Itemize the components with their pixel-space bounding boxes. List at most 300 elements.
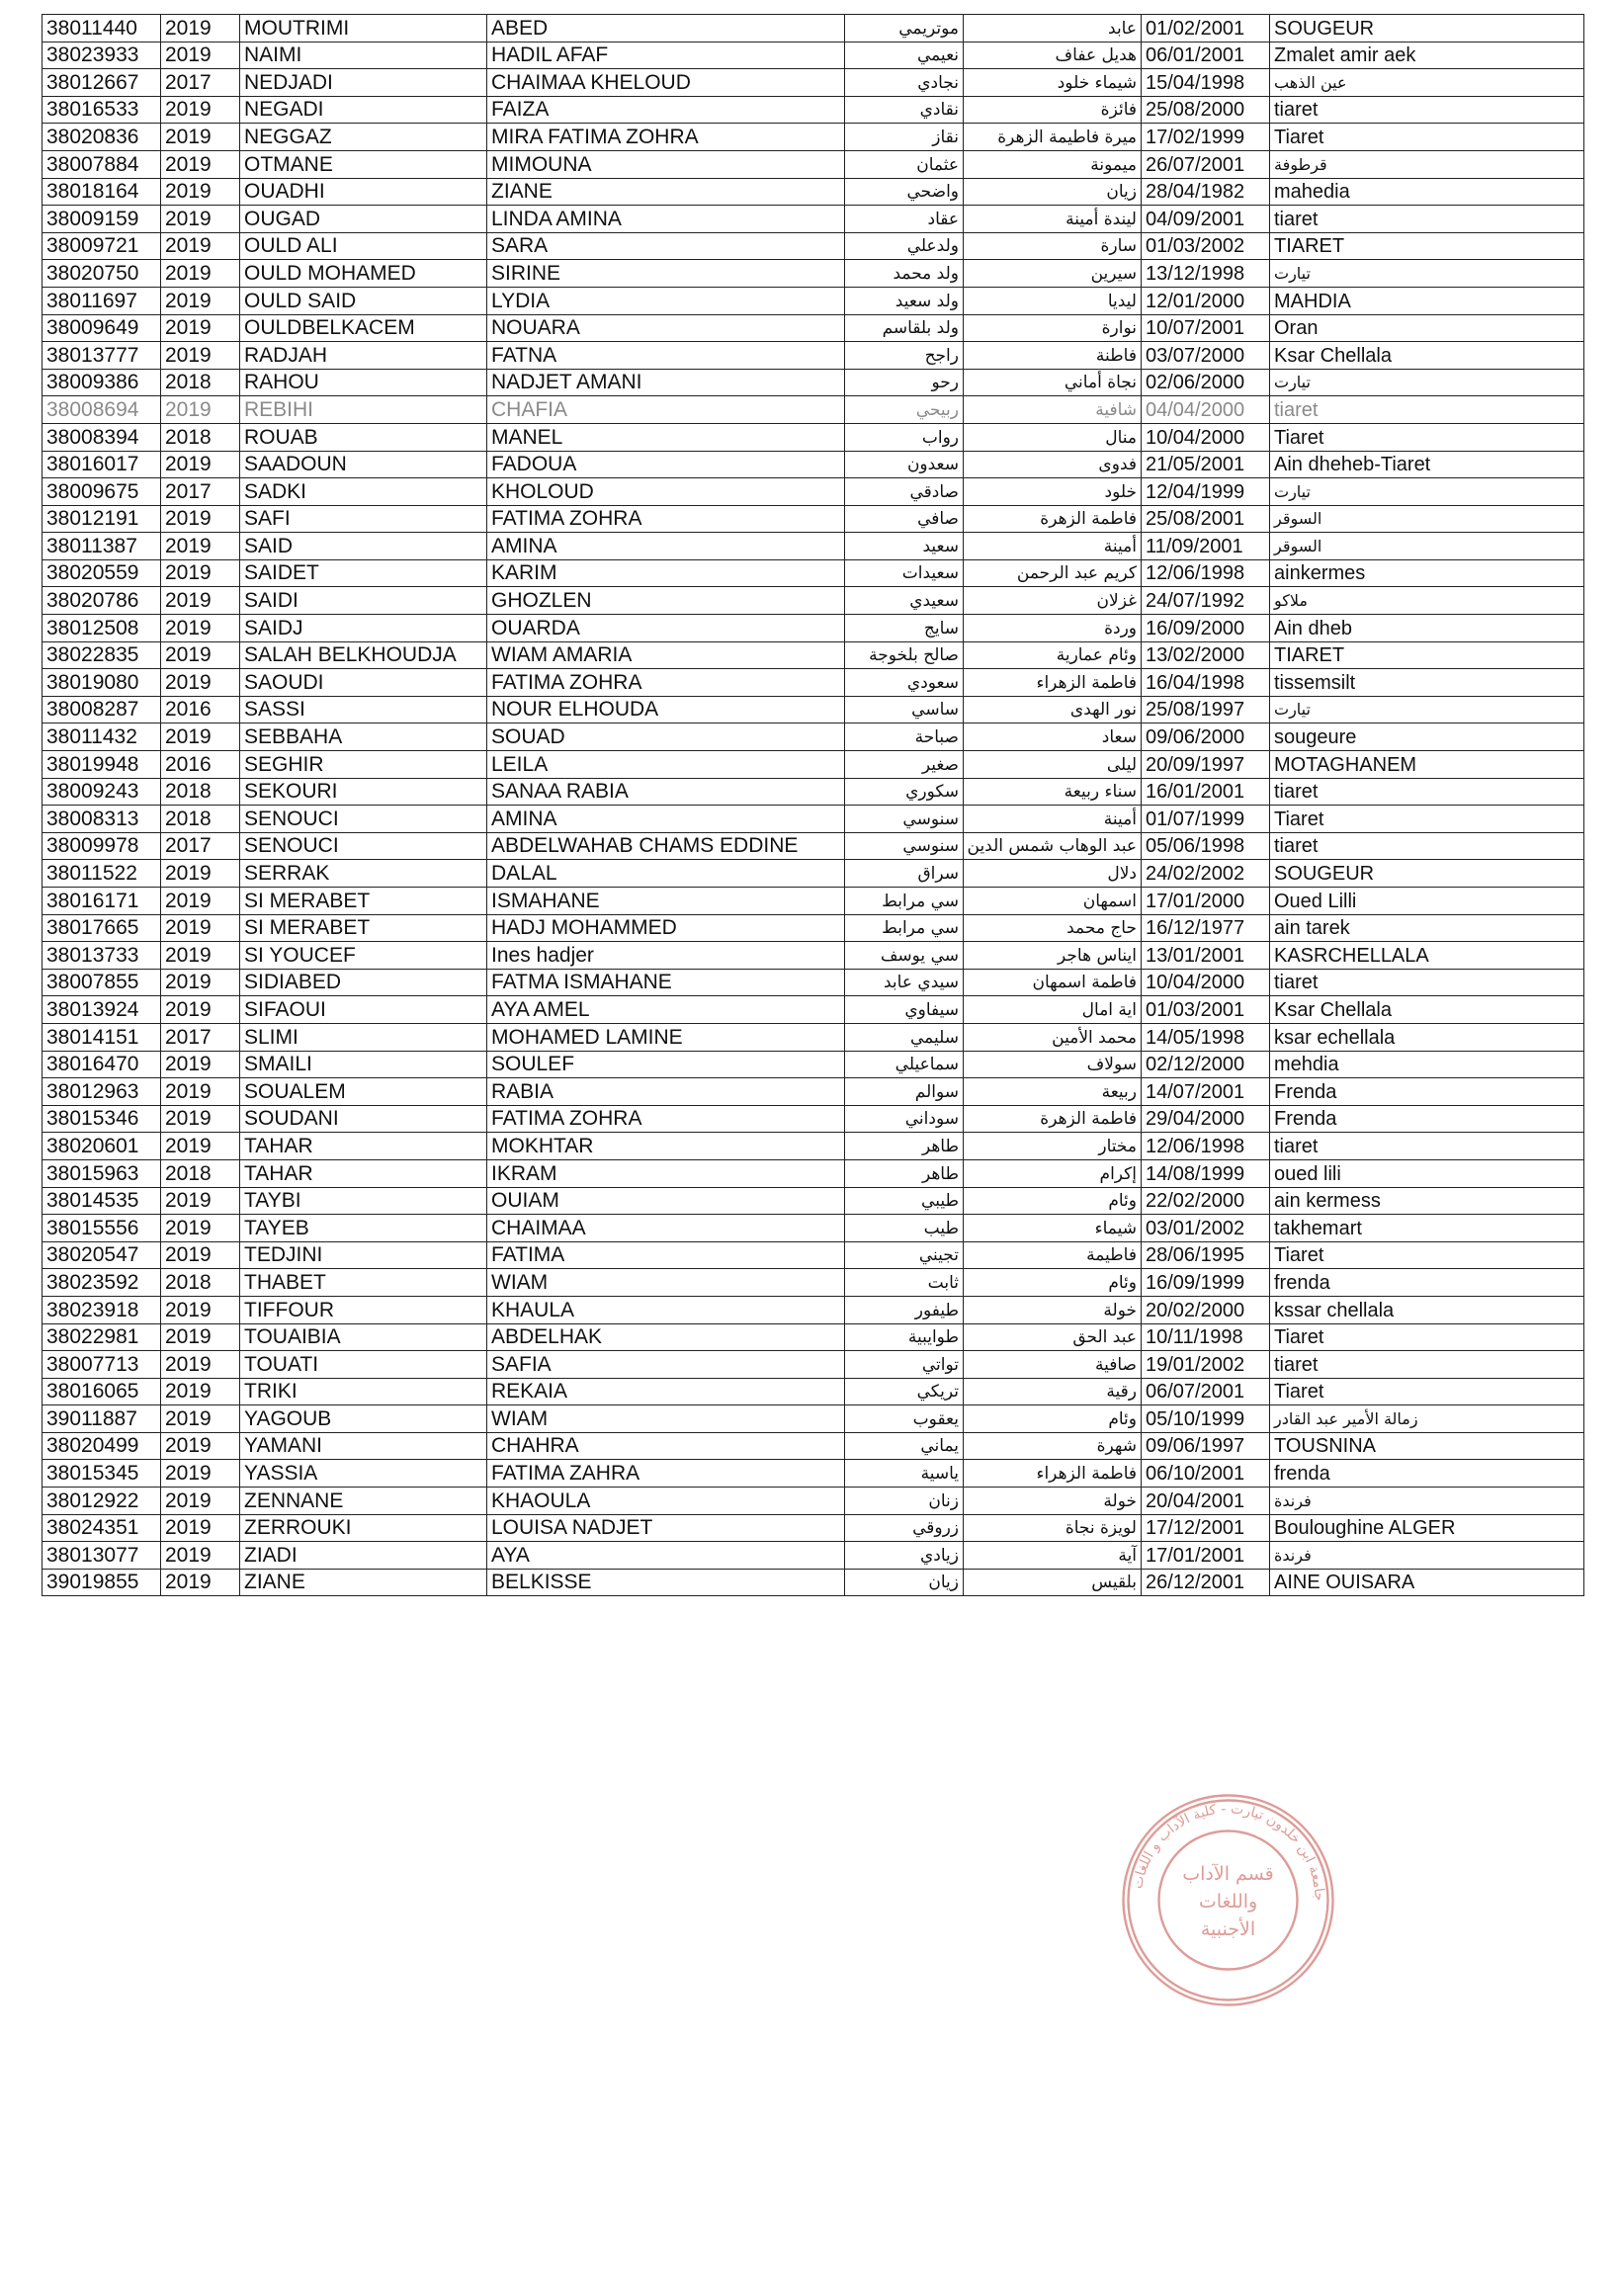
arabic-last-name-cell: يعقوب bbox=[845, 1405, 964, 1433]
year-cell: 2019 bbox=[161, 559, 240, 587]
arabic-last-name-cell: عثمان bbox=[845, 150, 964, 178]
arabic-first-name-cell: سعاد bbox=[964, 723, 1142, 751]
student-id-cell: 38009721 bbox=[43, 232, 161, 260]
first-name-cell: SOUAD bbox=[487, 723, 845, 751]
first-name-cell: FAIZA bbox=[487, 96, 845, 124]
table-row bbox=[43, 1488, 1584, 1515]
birth-place-cell: tissemsilt bbox=[1270, 669, 1584, 697]
last-name-cell: SI MERABET bbox=[240, 914, 487, 942]
year-cell: 2017 bbox=[161, 478, 240, 506]
first-name-cell: MIRA FATIMA ZOHRA bbox=[487, 124, 845, 151]
birth-place-cell: تيارت bbox=[1270, 369, 1584, 396]
first-name-cell: SOULEF bbox=[487, 1051, 845, 1078]
birth-date-cell: 20/04/2001 bbox=[1142, 1488, 1270, 1515]
arabic-last-name-cell: سعيدي bbox=[845, 587, 964, 615]
year-cell: 2018 bbox=[161, 369, 240, 396]
year-cell: 2018 bbox=[161, 778, 240, 806]
year-cell: 2019 bbox=[161, 1488, 240, 1515]
last-name-cell: SEGHIR bbox=[240, 751, 487, 779]
table-row bbox=[43, 150, 1584, 178]
table-row bbox=[43, 1432, 1584, 1460]
birth-date-cell: 06/01/2001 bbox=[1142, 42, 1270, 69]
year-cell: 2019 bbox=[161, 1323, 240, 1351]
student-id-cell: 38009675 bbox=[43, 478, 161, 506]
student-id-cell: 38023933 bbox=[43, 42, 161, 69]
birth-date-cell: 19/01/2002 bbox=[1142, 1351, 1270, 1379]
birth-place-cell: mehdia bbox=[1270, 1051, 1584, 1078]
birth-place-cell: Frenda bbox=[1270, 1105, 1584, 1133]
arabic-first-name-cell: اسمهان bbox=[964, 888, 1142, 915]
arabic-last-name-cell: زيادي bbox=[845, 1542, 964, 1570]
last-name-cell: YASSIA bbox=[240, 1460, 487, 1488]
table-row bbox=[43, 1269, 1584, 1297]
birth-date-cell: 13/02/2000 bbox=[1142, 641, 1270, 669]
arabic-last-name-cell: طاهر bbox=[845, 1133, 964, 1160]
table-row bbox=[43, 942, 1584, 970]
table-row bbox=[43, 1460, 1584, 1488]
birth-date-cell: 24/07/1992 bbox=[1142, 587, 1270, 615]
table-row bbox=[43, 505, 1584, 533]
arabic-last-name-cell: سماعيلي bbox=[845, 1051, 964, 1078]
arabic-first-name-cell: منال bbox=[964, 423, 1142, 451]
arabic-last-name-cell: سراق bbox=[845, 860, 964, 888]
arabic-last-name-cell: سعيد bbox=[845, 533, 964, 560]
birth-place-cell: Tiaret bbox=[1270, 1323, 1584, 1351]
table-row bbox=[43, 1378, 1584, 1405]
student-id-cell: 38018164 bbox=[43, 178, 161, 206]
birth-date-cell: 16/04/1998 bbox=[1142, 669, 1270, 697]
last-name-cell: SENOUCI bbox=[240, 806, 487, 833]
birth-date-cell: 17/01/2001 bbox=[1142, 1542, 1270, 1570]
last-name-cell: SAFI bbox=[240, 505, 487, 533]
arabic-last-name-cell: ولد محمد bbox=[845, 260, 964, 288]
birth-date-cell: 17/01/2000 bbox=[1142, 888, 1270, 915]
arabic-first-name-cell: عبد الحق bbox=[964, 1323, 1142, 1351]
birth-date-cell: 13/01/2001 bbox=[1142, 942, 1270, 970]
arabic-last-name-cell: موتريمي bbox=[845, 15, 964, 43]
first-name-cell: IKRAM bbox=[487, 1159, 845, 1187]
first-name-cell: WIAM bbox=[487, 1405, 845, 1433]
arabic-first-name-cell: خلود bbox=[964, 478, 1142, 506]
table-row bbox=[43, 559, 1584, 587]
table-row bbox=[43, 832, 1584, 860]
student-id-cell: 38017665 bbox=[43, 914, 161, 942]
arabic-last-name-cell: طوايبية bbox=[845, 1323, 964, 1351]
table-row bbox=[43, 1105, 1584, 1133]
first-name-cell: MOHAMED LAMINE bbox=[487, 1023, 845, 1051]
arabic-last-name-cell: سعيدات bbox=[845, 559, 964, 587]
arabic-first-name-cell: محمد الأمين bbox=[964, 1023, 1142, 1051]
birth-date-cell: 21/05/2001 bbox=[1142, 451, 1270, 478]
table-row bbox=[43, 1405, 1584, 1433]
birth-date-cell: 09/06/2000 bbox=[1142, 723, 1270, 751]
arabic-first-name-cell: سارة bbox=[964, 232, 1142, 260]
arabic-last-name-cell: صادقي bbox=[845, 478, 964, 506]
first-name-cell: CHAIMAA KHELOUD bbox=[487, 69, 845, 97]
first-name-cell: AMINA bbox=[487, 533, 845, 560]
first-name-cell: KARIM bbox=[487, 559, 845, 587]
arabic-last-name-cell: نقاز bbox=[845, 124, 964, 151]
arabic-last-name-cell: رحو bbox=[845, 369, 964, 396]
last-name-cell: SIFAOUI bbox=[240, 996, 487, 1024]
arabic-last-name-cell: تواتي bbox=[845, 1351, 964, 1379]
table-row bbox=[43, 69, 1584, 97]
student-id-cell: 38012922 bbox=[43, 1488, 161, 1515]
first-name-cell: BELKISSE bbox=[487, 1569, 845, 1596]
student-id-cell: 38023592 bbox=[43, 1269, 161, 1297]
last-name-cell: TIFFOUR bbox=[240, 1296, 487, 1323]
birth-date-cell: 03/07/2000 bbox=[1142, 342, 1270, 370]
first-name-cell: CHAFIA bbox=[487, 396, 845, 424]
first-name-cell: AMINA bbox=[487, 806, 845, 833]
arabic-last-name-cell: سعدون bbox=[845, 451, 964, 478]
birth-place-cell: Ain dheb bbox=[1270, 615, 1584, 642]
year-cell: 2019 bbox=[161, 914, 240, 942]
arabic-last-name-cell: طيفور bbox=[845, 1296, 964, 1323]
first-name-cell: FATIMA ZOHRA bbox=[487, 505, 845, 533]
year-cell: 2019 bbox=[161, 505, 240, 533]
table-row bbox=[43, 396, 1584, 424]
arabic-first-name-cell: عبد الوهاب شمس الدين bbox=[964, 832, 1142, 860]
arabic-first-name-cell: شيماء bbox=[964, 1215, 1142, 1242]
arabic-last-name-cell: سوالم bbox=[845, 1078, 964, 1106]
student-id-cell: 38015345 bbox=[43, 1460, 161, 1488]
first-name-cell: KHAOULA bbox=[487, 1488, 845, 1515]
birth-date-cell: 24/02/2002 bbox=[1142, 860, 1270, 888]
last-name-cell: TAYEB bbox=[240, 1215, 487, 1242]
student-id-cell: 38020786 bbox=[43, 587, 161, 615]
table-row bbox=[43, 1215, 1584, 1242]
arabic-last-name-cell: صافي bbox=[845, 505, 964, 533]
birth-date-cell: 16/12/1977 bbox=[1142, 914, 1270, 942]
student-id-cell: 38009978 bbox=[43, 832, 161, 860]
arabic-last-name-cell: رواب bbox=[845, 423, 964, 451]
birth-date-cell: 25/08/2000 bbox=[1142, 96, 1270, 124]
arabic-first-name-cell: فاطمة الزهراء bbox=[964, 1460, 1142, 1488]
last-name-cell: OULDBELKACEM bbox=[240, 314, 487, 342]
year-cell: 2017 bbox=[161, 69, 240, 97]
arabic-last-name-cell: عقاد bbox=[845, 206, 964, 233]
year-cell: 2019 bbox=[161, 42, 240, 69]
arabic-last-name-cell: راجح bbox=[845, 342, 964, 370]
last-name-cell: NEDJADI bbox=[240, 69, 487, 97]
arabic-first-name-cell: وئام bbox=[964, 1187, 1142, 1215]
table-row bbox=[43, 533, 1584, 560]
arabic-first-name-cell: شافية bbox=[964, 396, 1142, 424]
year-cell: 2019 bbox=[161, 178, 240, 206]
last-name-cell: ZERROUKI bbox=[240, 1514, 487, 1542]
birth-place-cell: ain tarek bbox=[1270, 914, 1584, 942]
student-id-cell: 38007884 bbox=[43, 150, 161, 178]
stamp-center-line-1: قسم الآداب bbox=[1182, 1863, 1274, 1885]
student-id-cell: 38020836 bbox=[43, 124, 161, 151]
last-name-cell: ZENNANE bbox=[240, 1488, 487, 1515]
year-cell: 2019 bbox=[161, 1105, 240, 1133]
birth-place-cell: tiaret bbox=[1270, 206, 1584, 233]
arabic-first-name-cell: ليلى bbox=[964, 751, 1142, 779]
birth-place-cell: tiaret bbox=[1270, 1351, 1584, 1379]
student-id-cell: 38009159 bbox=[43, 206, 161, 233]
arabic-last-name-cell: زيان bbox=[845, 1569, 964, 1596]
birth-place-cell: زمالة الأمير عبد القادر bbox=[1270, 1405, 1584, 1433]
birth-place-cell: السوقر bbox=[1270, 505, 1584, 533]
year-cell: 2019 bbox=[161, 232, 240, 260]
birth-date-cell: 10/04/2000 bbox=[1142, 969, 1270, 996]
arabic-last-name-cell: طيبي bbox=[845, 1187, 964, 1215]
last-name-cell: NEGADI bbox=[240, 96, 487, 124]
student-id-cell: 38014535 bbox=[43, 1187, 161, 1215]
student-id-cell: 38019948 bbox=[43, 751, 161, 779]
first-name-cell: ISMAHANE bbox=[487, 888, 845, 915]
arabic-first-name-cell: سيرين bbox=[964, 260, 1142, 288]
year-cell: 2019 bbox=[161, 1405, 240, 1433]
table-row bbox=[43, 723, 1584, 751]
birth-place-cell: فرندة bbox=[1270, 1488, 1584, 1515]
first-name-cell: ZIANE bbox=[487, 178, 845, 206]
last-name-cell: SADKI bbox=[240, 478, 487, 506]
table-row bbox=[43, 1323, 1584, 1351]
birth-date-cell: 16/09/1999 bbox=[1142, 1269, 1270, 1297]
student-id-cell: 38016533 bbox=[43, 96, 161, 124]
birth-place-cell: KASRCHELLALA bbox=[1270, 942, 1584, 970]
table-row bbox=[43, 206, 1584, 233]
last-name-cell: SIDIABED bbox=[240, 969, 487, 996]
birth-date-cell: 01/07/1999 bbox=[1142, 806, 1270, 833]
last-name-cell: SAADOUN bbox=[240, 451, 487, 478]
student-id-cell: 38011522 bbox=[43, 860, 161, 888]
arabic-first-name-cell: ليديا bbox=[964, 287, 1142, 314]
table-row bbox=[43, 1542, 1584, 1570]
birth-place-cell: ملاكو bbox=[1270, 587, 1584, 615]
table-row bbox=[43, 888, 1584, 915]
arabic-last-name-cell: نعيمي bbox=[845, 42, 964, 69]
first-name-cell: CHAIMAA bbox=[487, 1215, 845, 1242]
arabic-first-name-cell: فاطنة bbox=[964, 342, 1142, 370]
arabic-first-name-cell: وئام bbox=[964, 1405, 1142, 1433]
birth-date-cell: 10/11/1998 bbox=[1142, 1323, 1270, 1351]
arabic-first-name-cell: صافية bbox=[964, 1351, 1142, 1379]
birth-place-cell: فرندة bbox=[1270, 1542, 1584, 1570]
birth-place-cell: السوقر bbox=[1270, 533, 1584, 560]
last-name-cell: OULD ALI bbox=[240, 232, 487, 260]
last-name-cell: NAIMI bbox=[240, 42, 487, 69]
arabic-first-name-cell: نور الهدى bbox=[964, 696, 1142, 723]
birth-place-cell: Zmalet amir aek bbox=[1270, 42, 1584, 69]
birth-place-cell: tiaret bbox=[1270, 396, 1584, 424]
last-name-cell: THABET bbox=[240, 1269, 487, 1297]
birth-place-cell: SOUGEUR bbox=[1270, 15, 1584, 43]
year-cell: 2019 bbox=[161, 1215, 240, 1242]
student-id-cell: 38013077 bbox=[43, 1542, 161, 1570]
last-name-cell: OUGAD bbox=[240, 206, 487, 233]
arabic-first-name-cell: شيماء خلود bbox=[964, 69, 1142, 97]
first-name-cell: HADIL AFAF bbox=[487, 42, 845, 69]
arabic-last-name-cell: سي مرابط bbox=[845, 888, 964, 915]
first-name-cell: NADJET AMANI bbox=[487, 369, 845, 396]
first-name-cell: CHAHRA bbox=[487, 1432, 845, 1460]
year-cell: 2019 bbox=[161, 287, 240, 314]
arabic-first-name-cell: فاطمة اسمهان bbox=[964, 969, 1142, 996]
birth-place-cell: tiaret bbox=[1270, 96, 1584, 124]
arabic-last-name-cell: ثابت bbox=[845, 1269, 964, 1297]
last-name-cell: SI MERABET bbox=[240, 888, 487, 915]
first-name-cell: FADOUA bbox=[487, 451, 845, 478]
first-name-cell: NOUR ELHOUDA bbox=[487, 696, 845, 723]
year-cell: 2019 bbox=[161, 314, 240, 342]
first-name-cell: SAFIA bbox=[487, 1351, 845, 1379]
year-cell: 2019 bbox=[161, 124, 240, 151]
last-name-cell: SOUDANI bbox=[240, 1105, 487, 1133]
year-cell: 2019 bbox=[161, 641, 240, 669]
first-name-cell: FATIMA ZOHRA bbox=[487, 669, 845, 697]
student-id-cell: 38019080 bbox=[43, 669, 161, 697]
arabic-last-name-cell: سوداني bbox=[845, 1105, 964, 1133]
arabic-first-name-cell: فاطمة الزهرة bbox=[964, 1105, 1142, 1133]
year-cell: 2019 bbox=[161, 860, 240, 888]
last-name-cell: SAIDI bbox=[240, 587, 487, 615]
table-body bbox=[43, 15, 1584, 1596]
student-id-cell: 38009386 bbox=[43, 369, 161, 396]
arabic-first-name-cell: أمينة bbox=[964, 806, 1142, 833]
birth-date-cell: 01/02/2001 bbox=[1142, 15, 1270, 43]
last-name-cell: SALAH BELKHOUDJA bbox=[240, 641, 487, 669]
student-id-cell: 38011432 bbox=[43, 723, 161, 751]
birth-place-cell: TOUSNINA bbox=[1270, 1432, 1584, 1460]
arabic-last-name-cell: طيب bbox=[845, 1215, 964, 1242]
table-row bbox=[43, 1078, 1584, 1106]
birth-place-cell: تيارت bbox=[1270, 478, 1584, 506]
birth-date-cell: 15/04/1998 bbox=[1142, 69, 1270, 97]
birth-place-cell: tiaret bbox=[1270, 832, 1584, 860]
table-row bbox=[43, 806, 1584, 833]
year-cell: 2019 bbox=[161, 723, 240, 751]
birth-place-cell: ainkermes bbox=[1270, 559, 1584, 587]
arabic-first-name-cell: فدوى bbox=[964, 451, 1142, 478]
year-cell: 2019 bbox=[161, 1542, 240, 1570]
first-name-cell: FATNA bbox=[487, 342, 845, 370]
year-cell: 2019 bbox=[161, 587, 240, 615]
student-id-cell: 38009649 bbox=[43, 314, 161, 342]
birth-date-cell: 16/09/2000 bbox=[1142, 615, 1270, 642]
birth-place-cell: frenda bbox=[1270, 1269, 1584, 1297]
arabic-last-name-cell: سليمي bbox=[845, 1023, 964, 1051]
table-row bbox=[43, 751, 1584, 779]
table-row bbox=[43, 1187, 1584, 1215]
table-row bbox=[43, 1133, 1584, 1160]
year-cell: 2019 bbox=[161, 669, 240, 697]
year-cell: 2019 bbox=[161, 1051, 240, 1078]
birth-place-cell: تيارت bbox=[1270, 260, 1584, 288]
student-id-cell: 38009243 bbox=[43, 778, 161, 806]
table-row bbox=[43, 42, 1584, 69]
student-list-table bbox=[42, 14, 1584, 1596]
birth-date-cell: 12/01/2000 bbox=[1142, 287, 1270, 314]
first-name-cell: FATIMA ZAHRA bbox=[487, 1460, 845, 1488]
last-name-cell: REBIHI bbox=[240, 396, 487, 424]
arabic-last-name-cell: ساسي bbox=[845, 696, 964, 723]
year-cell: 2019 bbox=[161, 996, 240, 1024]
table-row bbox=[43, 178, 1584, 206]
last-name-cell: SAID bbox=[240, 533, 487, 560]
arabic-first-name-cell: آية bbox=[964, 1542, 1142, 1570]
arabic-first-name-cell: خولة bbox=[964, 1296, 1142, 1323]
year-cell: 2019 bbox=[161, 206, 240, 233]
year-cell: 2019 bbox=[161, 96, 240, 124]
birth-date-cell: 05/10/1999 bbox=[1142, 1405, 1270, 1433]
year-cell: 2016 bbox=[161, 751, 240, 779]
last-name-cell: RADJAH bbox=[240, 342, 487, 370]
birth-place-cell: Ksar Chellala bbox=[1270, 996, 1584, 1024]
arabic-first-name-cell: هديل عفاف bbox=[964, 42, 1142, 69]
birth-place-cell: TIARET bbox=[1270, 641, 1584, 669]
stamp-center-line-3: الأجنبية bbox=[1200, 1918, 1256, 1940]
student-id-cell: 38015556 bbox=[43, 1215, 161, 1242]
table-row bbox=[43, 696, 1584, 723]
birth-date-cell: 13/12/1998 bbox=[1142, 260, 1270, 288]
last-name-cell: TEDJINI bbox=[240, 1241, 487, 1269]
arabic-last-name-cell: زنان bbox=[845, 1488, 964, 1515]
last-name-cell: TAYBI bbox=[240, 1187, 487, 1215]
table-row bbox=[43, 342, 1584, 370]
birth-place-cell: frenda bbox=[1270, 1460, 1584, 1488]
first-name-cell: LYDIA bbox=[487, 287, 845, 314]
year-cell: 2019 bbox=[161, 942, 240, 970]
year-cell: 2019 bbox=[161, 1133, 240, 1160]
arabic-first-name-cell: كريم عبد الرحمن bbox=[964, 559, 1142, 587]
table-row bbox=[43, 615, 1584, 642]
first-name-cell: FATMA ISMAHANE bbox=[487, 969, 845, 996]
arabic-first-name-cell: سولاف bbox=[964, 1051, 1142, 1078]
arabic-last-name-cell: صباحة bbox=[845, 723, 964, 751]
arabic-last-name-cell: ولد بلقاسم bbox=[845, 314, 964, 342]
table-row bbox=[43, 969, 1584, 996]
birth-date-cell: 25/08/1997 bbox=[1142, 696, 1270, 723]
table-row bbox=[43, 96, 1584, 124]
birth-date-cell: 29/04/2000 bbox=[1142, 1105, 1270, 1133]
arabic-first-name-cell: نجاة أماني bbox=[964, 369, 1142, 396]
arabic-last-name-cell: طاهر bbox=[845, 1159, 964, 1187]
birth-place-cell: Tiaret bbox=[1270, 806, 1584, 833]
first-name-cell: KHAULA bbox=[487, 1296, 845, 1323]
arabic-last-name-cell: سيدي عابد bbox=[845, 969, 964, 996]
first-name-cell: REKAIA bbox=[487, 1378, 845, 1405]
arabic-first-name-cell: خولة bbox=[964, 1488, 1142, 1515]
birth-place-cell: عين الذهب bbox=[1270, 69, 1584, 97]
year-cell: 2018 bbox=[161, 1159, 240, 1187]
birth-date-cell: 01/03/2001 bbox=[1142, 996, 1270, 1024]
last-name-cell: YAGOUB bbox=[240, 1405, 487, 1433]
table-row bbox=[43, 1159, 1584, 1187]
birth-date-cell: 11/09/2001 bbox=[1142, 533, 1270, 560]
birth-date-cell: 04/09/2001 bbox=[1142, 206, 1270, 233]
last-name-cell: RAHOU bbox=[240, 369, 487, 396]
birth-place-cell: Ksar Chellala bbox=[1270, 342, 1584, 370]
arabic-last-name-cell: سكوري bbox=[845, 778, 964, 806]
student-id-cell: 38016171 bbox=[43, 888, 161, 915]
student-id-cell: 38011697 bbox=[43, 287, 161, 314]
table-row bbox=[43, 914, 1584, 942]
arabic-first-name-cell: فاطمة الزهراء bbox=[964, 669, 1142, 697]
birth-place-cell: kssar chellala bbox=[1270, 1296, 1584, 1323]
stamp-outer-text: جامعة ابن خلدون تيارت - كلية الآداب و اللغات bbox=[1130, 1801, 1327, 1902]
table-row bbox=[43, 15, 1584, 43]
first-name-cell: SANAA RABIA bbox=[487, 778, 845, 806]
last-name-cell: SAIDJ bbox=[240, 615, 487, 642]
last-name-cell: SLIMI bbox=[240, 1023, 487, 1051]
birth-date-cell: 22/02/2000 bbox=[1142, 1187, 1270, 1215]
birth-place-cell: oued lili bbox=[1270, 1159, 1584, 1187]
birth-place-cell: Oued Lilli bbox=[1270, 888, 1584, 915]
